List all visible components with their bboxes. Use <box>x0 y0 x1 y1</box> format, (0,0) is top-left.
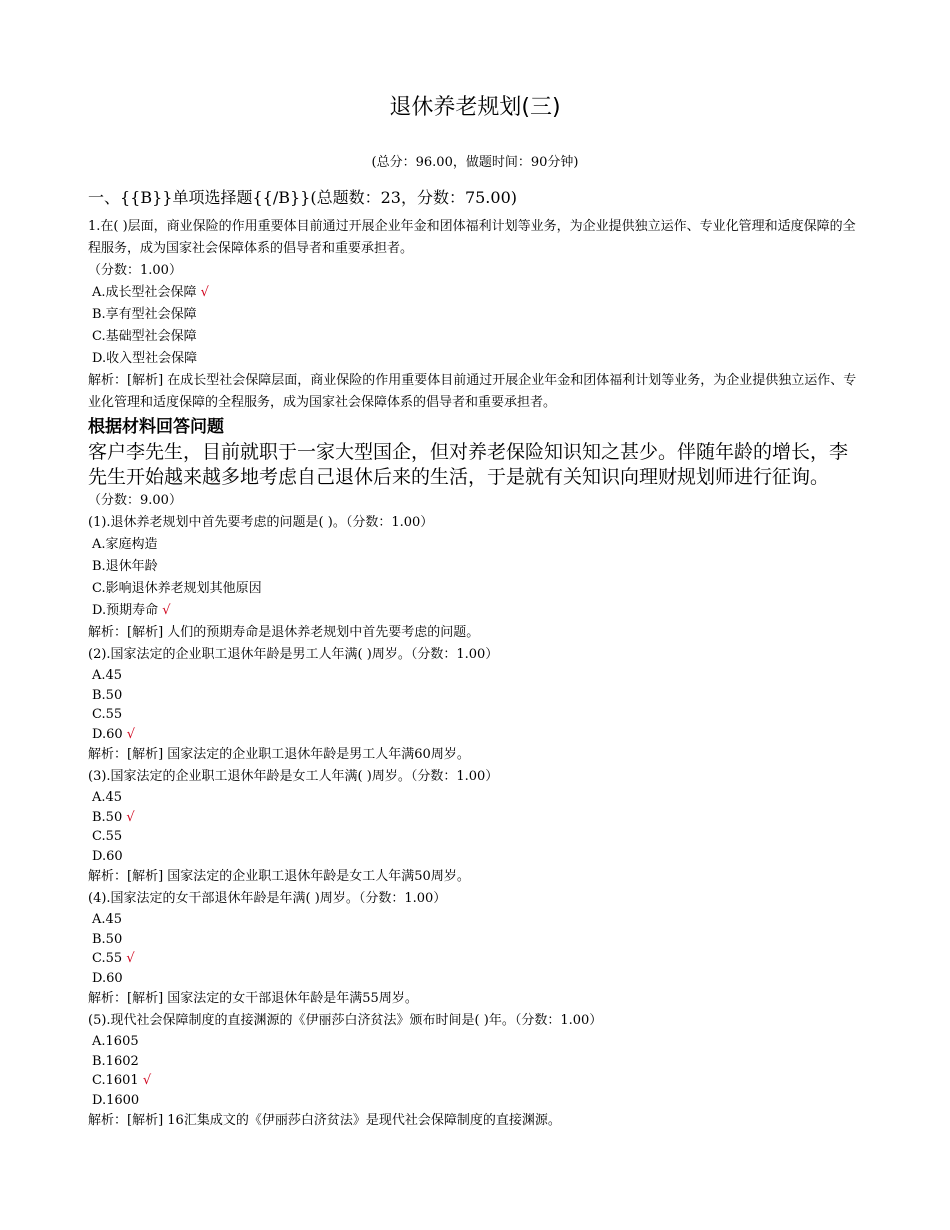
option-label: A.1605 <box>92 1034 139 1049</box>
analysis-text: 解析：[解析] 在成长型社会保障层面，商业保险的作用重要体目前通过开展企业年金和团体福利计划等业务，为企业提供独立运作、专业化管理和适度保障的全程服务，成为国家社会保障体系的倡导者和重要承担者。 <box>88 373 857 410</box>
option-label: C.55 <box>92 707 123 722</box>
option-label: D.收入型社会保障 <box>92 351 198 366</box>
question-1 <box>88 216 860 414</box>
option-label: C.基础型社会保障 <box>92 329 197 344</box>
option-label: A.成长型社会保障 <box>92 285 197 300</box>
option-a <box>88 910 860 930</box>
option-label: D.1600 <box>92 1092 140 1108</box>
option-label: C.55 <box>92 829 123 844</box>
correct-mark-icon: √ <box>162 603 171 618</box>
document-content <box>88 186 860 1132</box>
option-c <box>88 827 860 847</box>
option-d <box>88 847 860 867</box>
option-label: C.影响退休养老规划其他原因 <box>92 581 262 596</box>
sub-question-3 <box>88 766 860 888</box>
option-a <box>88 282 860 304</box>
option-label: A.家庭构造 <box>92 537 158 552</box>
option-b <box>88 930 860 950</box>
document-meta: (总分：96.00，做题时间：90分钟) <box>371 155 579 170</box>
question-text: (5).现代社会保障制度的直接渊源的《伊丽莎白济贫法》颁布时间是( )年。（分数：1.00） <box>88 1013 603 1028</box>
section-heading: 一、{{B}}单项选择题{{/B}}(总题数：23，分数：75.00) <box>88 188 517 207</box>
correct-mark-icon: √ <box>126 951 135 966</box>
option-a <box>88 666 860 686</box>
option-d <box>88 969 860 989</box>
question-score: （分数：1.00） <box>88 263 182 278</box>
option-label: B.50 <box>92 687 123 703</box>
option-label: C.55 <box>92 951 123 966</box>
option-c <box>88 949 860 969</box>
option-label: A.45 <box>92 668 123 683</box>
option-a <box>88 534 860 556</box>
option-label: B.享有型社会保障 <box>92 307 197 322</box>
option-d <box>88 725 860 745</box>
material-block <box>88 414 860 512</box>
material-text: 客户李先生，目前就职于一家大型国企，但对养老保险知识知之甚少。伴随年龄的增长，李先生开始越来越多地考虑自己退休后来的生活，于是就有关知识向理财规划师进行征询。 <box>88 441 849 488</box>
correct-mark-icon: √ <box>126 809 135 825</box>
option-c <box>88 705 860 725</box>
correct-mark-icon: √ <box>142 1073 152 1088</box>
analysis-text: 解析：[解析] 国家法定的女干部退休年龄是年满55周岁。 <box>88 991 418 1006</box>
option-b <box>88 556 860 578</box>
option-label: B.50 <box>92 931 123 947</box>
correct-mark-icon: √ <box>126 726 136 742</box>
document-title: 退休养老规划(三) <box>389 95 561 120</box>
sub-question-1 <box>88 512 860 644</box>
option-b <box>88 1052 860 1072</box>
option-label: B.50 <box>92 809 123 825</box>
option-label: D.60 <box>92 848 123 864</box>
option-label: D.60 <box>92 726 123 742</box>
question-text: 1.在( )层面，商业保险的作用重要体目前通过开展企业年金和团体福利计划等业务，为企业提供独立运作、专业化管理和适度保障的全程服务，成为国家社会保障体系的倡导者和重要承担者。 <box>88 219 856 256</box>
option-d <box>88 348 860 370</box>
sub-question-5 <box>88 1010 860 1132</box>
option-b <box>88 304 860 326</box>
option-d <box>88 1091 860 1111</box>
option-label: B.1602 <box>92 1053 139 1069</box>
sub-question-2 <box>88 644 860 766</box>
question-text: (2).国家法定的企业职工退休年龄是男工人年满( )周岁。（分数：1.00） <box>88 647 499 662</box>
option-label: A.45 <box>92 790 123 805</box>
analysis-text: 解析：[解析] 16汇集成文的《伊丽莎白济贫法》是现代社会保障制度的直接渊源。 <box>88 1113 561 1128</box>
correct-mark-icon: √ <box>200 285 209 300</box>
option-a <box>88 788 860 808</box>
option-label: D.预期寿命 <box>92 603 159 618</box>
option-label: B.退休年龄 <box>92 559 158 574</box>
option-label: C.1601 <box>92 1073 139 1088</box>
option-label: D.60 <box>92 970 123 986</box>
option-b <box>88 686 860 706</box>
option-b <box>88 808 860 828</box>
option-c <box>88 326 860 348</box>
material-score: （分数：9.00） <box>88 493 182 508</box>
question-text: (4).国家法定的女干部退休年龄是年满( )周岁。（分数：1.00） <box>88 891 447 906</box>
option-label: A.45 <box>92 912 123 927</box>
analysis-text: 解析：[解析] 人们的预期寿命是退休养老规划中首先要考虑的问题。 <box>88 625 480 640</box>
analysis-text: 解析：[解析] 国家法定的企业职工退休年龄是女工人年满50周岁。 <box>88 869 470 884</box>
option-c <box>88 578 860 600</box>
question-text: (1).退休养老规划中首先要考虑的问题是( )。（分数：1.00） <box>88 515 434 530</box>
option-a <box>88 1032 860 1052</box>
material-heading: 根据材料回答问题 <box>88 417 224 437</box>
option-d <box>88 600 860 622</box>
option-c <box>88 1071 860 1091</box>
sub-question-4 <box>88 888 860 1010</box>
analysis-text: 解析：[解析] 国家法定的企业职工退休年龄是男工人年满60周岁。 <box>88 747 470 762</box>
question-text: (3).国家法定的企业职工退休年龄是女工人年满( )周岁。（分数：1.00） <box>88 769 499 784</box>
